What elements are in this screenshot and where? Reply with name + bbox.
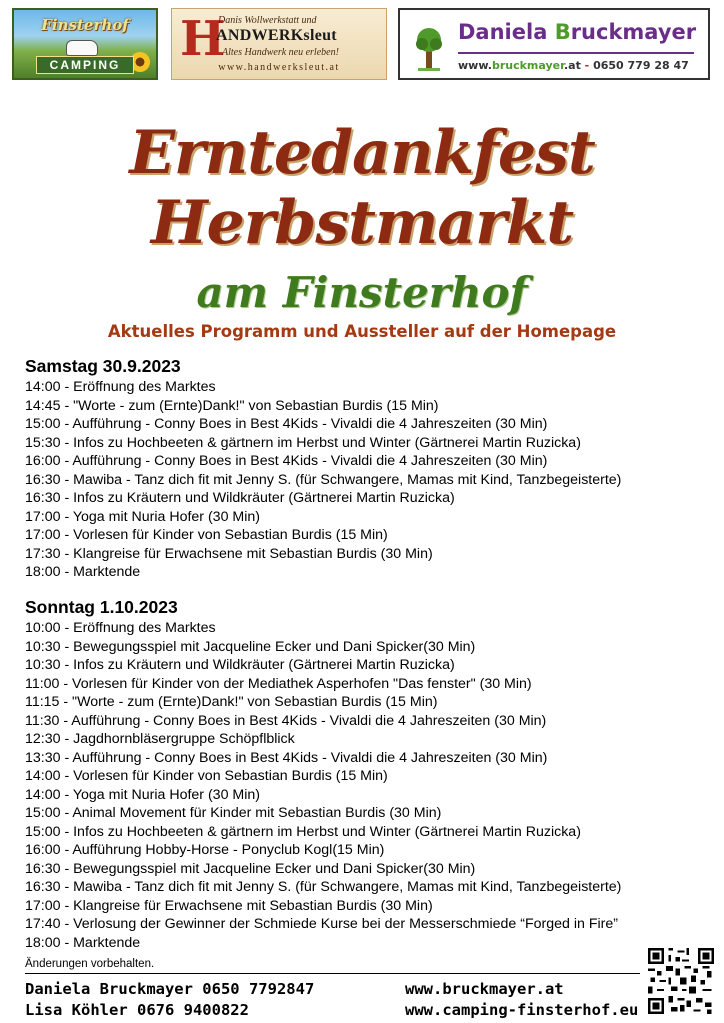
handwerk-logo-line1: Danis Wollwerkstatt und [218,15,317,26]
tree-icon [414,22,444,72]
saturday-heading: Samstag 30.9.2023 [25,356,181,376]
schedule-item: 16:30 - Bewegungsspiel mit Jacqueline Ecker und Dani Spicker(30 Min) [25,860,476,877]
schedule-item: 11:30 - Aufführung - Conny Boes in Best 4Kids - Vivaldi die 4 Jahreszeiten (30 Min) [25,712,547,729]
schedule-item: 17:00 - Klangreise für Erwachsene mit Sebastian Burdis (30 Min) [25,897,433,914]
title-herbstmarkt: Herbstmarkt [150,188,574,258]
caravan-icon [66,40,98,56]
schedule-item: 15:30 - Infos zu Hochbeeten & gärtnern im Herbst und Winter (Gärtnerei Martin Ruzicka) [25,434,581,451]
schedule-item: 11:15 - "Worte - zum (Ernte)Dank!" von Sebastian Burdis (15 Min) [25,694,438,710]
schedule-item: 10:00 - Eröffnung des Marktes [25,620,216,636]
bruckmayer-url-prefix: www. [458,59,492,72]
schedule-item: 16:00 - Aufführung Hobby-Horse - Ponyclub Kogl(15 Min) [25,842,385,858]
schedule-item: 11:00 - Vorlesen für Kinder von der Mediathek Asperhofen "Das fenster" (30 Min) [25,675,532,692]
contact-daniela: Daniela Bruckmayer 0650 7792847 [25,980,315,998]
bruckmayer-logo-contact [458,59,689,72]
schedule-item: 18:00 - Marktende [25,564,141,580]
bruckmayer-last-rest: ruckmayer [570,20,697,44]
website-bruckmayer: www.bruckmayer.at [405,980,564,998]
schedule-item: 16:30 - Mawiba - Tanz dich fit mit Jenny S. (für Schwangere, Mamas mit Kind, Tanzbegeisterte) [25,471,622,488]
finsterhof-camping-logo [12,8,158,80]
bruckmayer-url-main: bruckmayer [491,59,564,72]
schedule-item: 15:00 - Animal Movement für Kinder mit Sebastian Burdis (30 Min) [25,805,442,821]
handwerk-logo-line3: Altes Handwerk neu erleben! [222,47,339,58]
handwerk-logo-letter: H [180,11,226,67]
title-erntedankfest: Erntedankfest [129,118,595,188]
contact-lisa: Lisa Köhler 0676 9400822 [25,1001,249,1019]
bruckmayer-logo [398,8,710,80]
schedule-item: 10:30 - Bewegungsspiel mit Jacqueline Ecker und Dani Spicker(30 Min) [25,638,476,655]
schedule-item: 15:00 - Aufführung - Conny Boes in Best 4Kids - Vivaldi die 4 Jahreszeiten (30 Min) [25,416,548,432]
schedule-item: 17:00 - Vorlesen für Kinder von Sebastian Burdis (15 Min) [25,527,388,543]
schedule-item: 14:00 - Vorlesen für Kinder von Sebastian Burdis (15 Min) [25,768,388,784]
schedule-item: 16:00 - Aufführung - Conny Boes in Best 4Kids - Vivaldi die 4 Jahreszeiten (30 Min) [25,453,548,469]
schedule-item: 17:40 - Verlosung der Gewinner der Schmiede Kurse bei der Messerschmiede “Forged in Fire” [25,916,618,932]
schedule-item: 16:30 - Mawiba - Tanz dich fit mit Jenny S. (für Schwangere, Mamas mit Kind, Tanzbegeisterte) [25,879,622,895]
bruckmayer-url-suffix: .at [563,59,581,72]
footer-divider [25,973,640,974]
qr-code-icon [648,948,714,1014]
bruckmayer-logo-rule [458,52,694,54]
camping-logo-label: CAMPING [36,56,134,74]
handwerk-logo-url: www.handwerksleut.at [218,62,340,73]
schedule-item: 15:00 - Infos zu Hochbeeten & gärtnern im Herbst und Winter (Gärtnerei Martin Ruzicka) [25,823,581,840]
schedule-item: 18:00 - Marktende [25,934,141,951]
website-camping: www.camping-finsterhof.eu [405,1001,639,1019]
saturday-schedule [25,378,621,582]
subtitle: Aktuelles Programm und Aussteller auf der Homepage [107,322,617,341]
handwerksleut-logo [171,8,387,80]
handwerk-logo-line2: ANDWERKsleut [216,27,337,44]
bruckmayer-phone: 0650 779 28 47 [593,59,689,72]
sunday-schedule [25,619,621,952]
schedule-item: 17:00 - Yoga mit Nuria Hofer (30 Min) [25,508,260,525]
schedule-item: 10:30 - Infos zu Kräutern und Wildkräuter (Gärtnerei Martin Ruzicka) [25,657,455,673]
changes-note: Änderungen vorbehalten. [25,958,155,970]
title-am-finsterhof: am Finsterhof [196,268,528,317]
bruckmayer-last-initial: B [554,20,571,44]
bruckmayer-first-name: Daniela [458,20,555,44]
schedule-item: 17:30 - Klangreise für Erwachsene mit Sebastian Burdis (30 Min) [25,545,433,562]
schedule-item: 16:30 - Infos zu Kräutern und Wildkräuter (Gärtnerei Martin Ruzicka) [25,490,455,506]
bruckmayer-logo-name [458,20,696,44]
camping-logo-brand: Finsterhof [41,16,129,34]
bruckmayer-phone-sep: - [580,59,594,72]
sunday-heading: Sonntag 1.10.2023 [25,597,178,617]
schedule-item: 14:45 - "Worte - zum (Ernte)Dank!" von Sebastian Burdis (15 Min) [25,397,439,414]
schedule-item: 13:30 - Aufführung - Conny Boes in Best 4Kids - Vivaldi die 4 Jahreszeiten (30 Min) [25,749,548,766]
schedule-item: 12:30 - Jagdhornbläsergruppe Schöpflblick [25,731,295,747]
schedule-item: 14:00 - Yoga mit Nuria Hofer (30 Min) [25,786,260,803]
schedule-item: 14:00 - Eröffnung des Marktes [25,379,216,395]
